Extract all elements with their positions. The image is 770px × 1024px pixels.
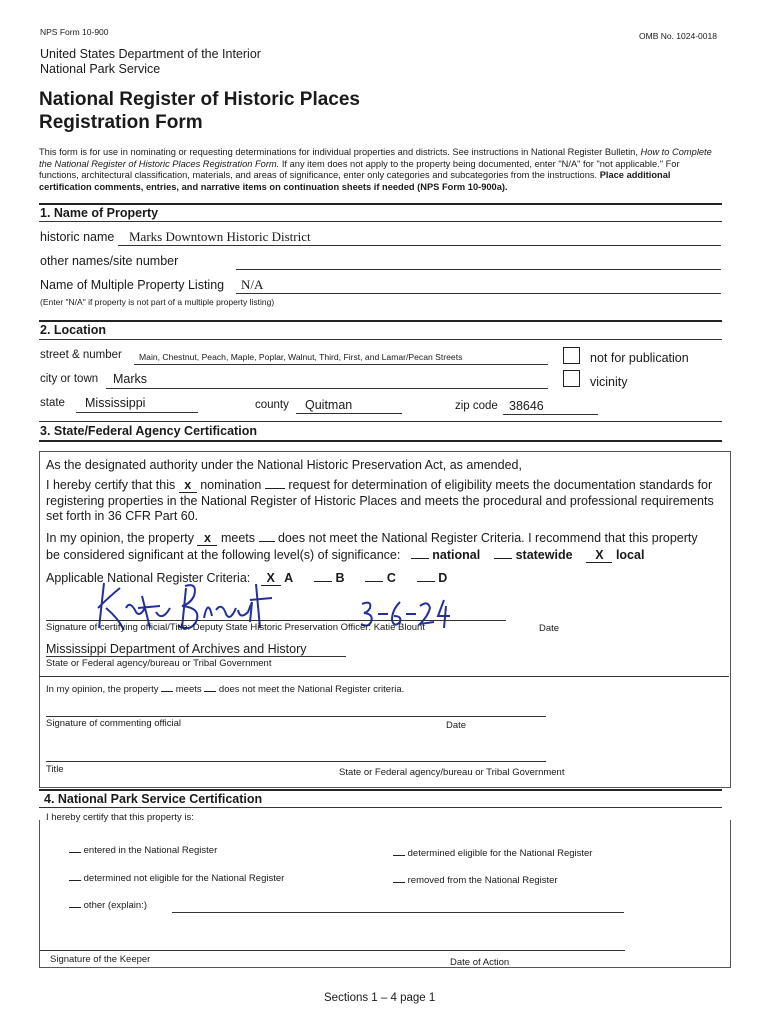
commenting-opinion-line — [46, 684, 404, 695]
opinion-rest: does not meet the National Register Criteria. I recommend that this property — [277, 531, 698, 545]
divider — [39, 676, 729, 677]
field-underline — [106, 388, 548, 389]
field-underline — [236, 293, 721, 294]
meets-label: meets — [220, 531, 256, 545]
field-underline — [134, 364, 548, 365]
nps-certify-text: I hereby certify that this property is: — [46, 812, 194, 823]
divider — [39, 320, 722, 322]
certify-prefix: I hereby certify that this — [46, 478, 176, 492]
signature-line — [46, 620, 506, 621]
not-for-publication-label: not for publication — [590, 351, 689, 365]
removed-label: removed from the National Register — [407, 875, 558, 886]
section-3-heading: 3. State/Federal Agency Certification — [40, 424, 257, 438]
divider — [39, 339, 722, 340]
city-field[interactable]: Marks — [113, 372, 148, 386]
commenting-date-label: Date — [446, 720, 467, 731]
divider — [39, 789, 722, 791]
multiple-listing-field[interactable]: N/A — [241, 277, 264, 292]
field-underline — [118, 245, 721, 246]
form-title-line-1: National Register of Historic Places — [39, 89, 360, 110]
criteria-a-mark[interactable]: X — [261, 571, 281, 586]
criteria-d-mark[interactable] — [417, 581, 435, 582]
entered-label: entered in the National Register — [83, 845, 218, 856]
commenting-rest: does not meet the National Register criteria. — [218, 684, 405, 695]
local-mark[interactable]: X — [586, 548, 612, 563]
intro-bold-text: Place additional certification comments, entries, and narrative items on continuation sheets if needed (NPS Form 10-900a). — [39, 170, 671, 192]
other-label: other (explain:) — [83, 900, 148, 911]
county-field[interactable]: Quitman — [305, 398, 353, 412]
nomination-mark[interactable]: x — [179, 478, 197, 493]
not-meet-mark[interactable] — [259, 541, 275, 542]
criteria-b-letter: B — [335, 571, 345, 585]
certify-line-2: registering properties in the National Register of Historic Places and meets the procedural and professional requirements — [46, 494, 714, 508]
other-names-label: other names/site number — [40, 254, 179, 268]
page-footer: Sections 1 – 4 page 1 — [324, 992, 436, 1004]
title-caption: Title — [46, 764, 64, 775]
county-label: county — [255, 399, 289, 411]
historic-name-field[interactable]: Marks Downtown Historic District — [129, 229, 311, 244]
nps-frame — [39, 820, 731, 968]
nomination-label: nomination — [200, 478, 262, 492]
street-label: street & number — [40, 349, 122, 361]
zip-field[interactable]: 38646 — [509, 399, 544, 413]
divider — [39, 440, 722, 442]
criteria-c-letter: C — [386, 571, 396, 585]
multiple-listing-label: Name of Multiple Property Listing — [40, 278, 225, 292]
field-underline — [296, 413, 402, 414]
agency-line-1: United States Department of the Interior — [40, 47, 261, 61]
criteria-d-letter: D — [438, 571, 448, 585]
title-line — [46, 761, 546, 762]
action-date-caption: Date of Action — [450, 957, 510, 968]
date-label: Date — [539, 623, 560, 634]
omb-number: OMB No. 1024-0018 — [639, 31, 717, 41]
not-for-publication-checkbox[interactable] — [563, 347, 580, 364]
national-mark[interactable] — [411, 558, 429, 559]
state-field[interactable]: Mississippi — [85, 396, 146, 410]
significance-text: be considered significant at the following level(s) of significance: — [46, 548, 401, 562]
signature-caption: Signature of certifying official/Title: Deputy State Historic Preservation Officer: Katie Blount — [46, 622, 425, 633]
not-eligible-label: determined not eligible for the National Register — [83, 873, 285, 884]
field-underline — [76, 412, 198, 413]
criteria-c-mark[interactable] — [365, 581, 383, 582]
zip-label: zip code — [455, 400, 498, 412]
vicinity-label: vicinity — [590, 375, 628, 389]
commenting-meets-mark[interactable] — [161, 691, 173, 692]
historic-name-label: historic name — [40, 230, 115, 244]
divider — [39, 421, 722, 422]
authority-text: As the designated authority under the National Historic Preservation Act, as amended, — [46, 458, 522, 472]
meets-mark[interactable]: x — [197, 531, 217, 546]
commenting-meets-label: meets — [175, 684, 202, 695]
section-1-heading: 1. Name of Property — [40, 206, 159, 220]
opinion-prefix: In my opinion, the property — [46, 531, 194, 545]
statewide-mark[interactable] — [494, 558, 512, 559]
state-label: state — [40, 397, 65, 409]
agency-line-2: National Park Service — [40, 62, 161, 76]
form-title-line-2: Registration Form — [39, 112, 203, 133]
field-underline — [46, 656, 346, 657]
divider — [39, 203, 722, 205]
agency-caption: State or Federal agency/bureau or Tribal Government — [46, 658, 272, 669]
request-mark[interactable] — [265, 488, 285, 489]
certify-line-3: set forth in 36 CFR Part 60. — [46, 509, 199, 523]
form-number: NPS Form 10-900 — [40, 27, 109, 37]
agency-caption-2: State or Federal agency/bureau or Tribal Government — [339, 767, 565, 778]
bulletin-title: How to Complete the National Register of Historic Places Registration Form. — [39, 147, 712, 169]
street-field[interactable]: Main, Chestnut, Peach, Maple, Poplar, Walnut, Third, First, and Lamar/Pecan Streets — [139, 352, 463, 362]
significance-line — [46, 548, 644, 563]
divider — [39, 221, 722, 222]
divider — [39, 807, 722, 808]
criteria-label: Applicable National Register Criteria: — [46, 571, 251, 585]
determined-eligible-label: determined eligible for the National Register — [407, 848, 593, 859]
criteria-a-letter: A — [284, 571, 294, 585]
vicinity-checkbox[interactable] — [563, 370, 580, 387]
agency-field[interactable]: Mississippi Department of Archives and History — [46, 642, 307, 656]
local-label: local — [615, 548, 645, 562]
field-underline — [236, 269, 721, 270]
intro-text: This form is for use in nominating or requesting determinations for individual properties and districts. See instructions in National Register Bulletin, — [39, 147, 641, 157]
commenting-opinion-prefix: In my opinion, the property — [46, 684, 159, 695]
commenting-signature-caption: Signature of commenting official — [46, 718, 182, 729]
statewide-label: statewide — [515, 548, 573, 562]
keeper-caption: Signature of the Keeper — [50, 954, 151, 965]
intro-paragraph — [39, 147, 721, 193]
national-label: national — [432, 548, 481, 562]
city-label: city or town — [40, 373, 99, 385]
intro-text-2: If any item does not apply to the property being documented, enter "N/A" for "not applicable." For functions, architectural classification, materials, and areas of significance, enter only categories and subcategories from the instructions. — [39, 158, 680, 181]
multiple-listing-note: (Enter "N/A" if property is not part of a multiple property listing) — [40, 297, 275, 307]
request-label: request for determination of eligibility meets the documentation standards for — [288, 478, 713, 492]
opinion-line — [46, 531, 698, 546]
section-4-heading: 4. National Park Service Certification — [44, 792, 263, 806]
signature-line — [46, 716, 546, 717]
section-2-heading: 2. Location — [40, 323, 106, 337]
certify-line-1 — [46, 478, 712, 493]
commenting-not-meet-mark[interactable] — [204, 691, 216, 692]
criteria-b-mark[interactable] — [314, 581, 332, 582]
field-underline — [503, 414, 598, 415]
